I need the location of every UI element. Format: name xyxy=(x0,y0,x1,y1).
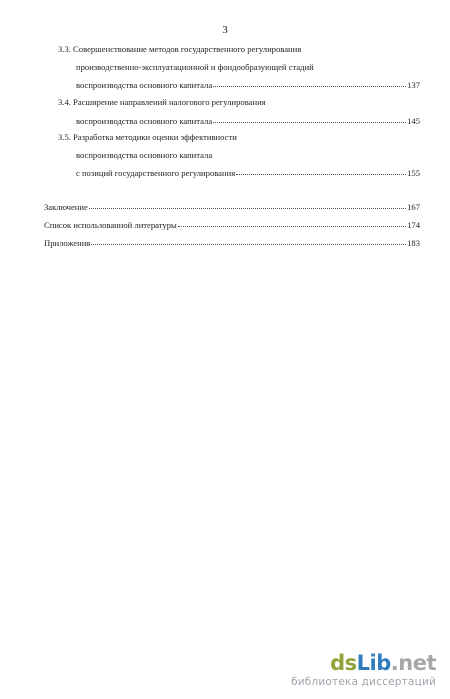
logo-lib: Lib xyxy=(356,651,391,675)
toc-entry-references-page: 174 xyxy=(407,220,420,230)
leader-dots xyxy=(89,200,406,209)
leader-dots xyxy=(236,166,406,175)
toc-entry-3-5-title-line3: с позиций государственного регулирования xyxy=(76,168,236,178)
toc-entry-3-4-page: 145 xyxy=(407,116,420,126)
toc-entry-3-5-title-line2: воспроизводства основного капитала xyxy=(76,150,213,160)
toc-entry-3-4-title-line1: 3.4. Расширение направлений налогового регулирования xyxy=(58,97,266,107)
leader-dots xyxy=(91,236,406,245)
page-number: 3 xyxy=(222,24,228,36)
toc-entry-3-5 xyxy=(76,167,420,179)
dslib-logo xyxy=(330,651,436,675)
toc-entry-conclusion-page: 167 xyxy=(407,202,420,212)
toc-entry-appendices-title: Приложения xyxy=(44,238,91,248)
toc-entry-appendices xyxy=(44,237,420,249)
logo-ds: ds xyxy=(330,651,357,675)
toc-entry-3-3 xyxy=(76,79,420,91)
logo-net: .net xyxy=(390,651,436,675)
toc-entry-references-title: Список использованной литературы xyxy=(44,220,177,230)
toc-entry-3-3-title-line2: производственно-эксплуатационной и фондообразующей стадий xyxy=(76,62,314,72)
toc-entry-3-3-page: 137 xyxy=(407,80,420,90)
brand-tagline: библиотека диссертаций xyxy=(291,676,436,688)
toc-entry-3-4-title-line2: воспроизводства основного капитала xyxy=(76,116,213,126)
toc-entry-conclusion xyxy=(44,201,420,213)
leader-dots xyxy=(213,78,406,87)
toc-entry-3-5-page: 155 xyxy=(407,168,420,178)
dslib-watermark xyxy=(286,651,436,691)
toc-entry-references xyxy=(44,219,420,231)
toc-entry-3-3-title-line3: воспроизводства основного капитала xyxy=(76,80,213,90)
toc-entry-appendices-page: 183 xyxy=(407,238,420,248)
toc-entry-3-4 xyxy=(76,115,420,127)
leader-dots xyxy=(213,114,406,123)
toc-entry-3-3-title-line1: 3.3. Совершенствование методов государственного регулирования xyxy=(58,44,302,54)
toc-entry-3-5-title-line1: 3.5. Разработка методики оценки эффективности xyxy=(58,132,237,142)
leader-dots xyxy=(178,218,406,227)
toc-entry-conclusion-title: Заключение xyxy=(44,202,88,212)
